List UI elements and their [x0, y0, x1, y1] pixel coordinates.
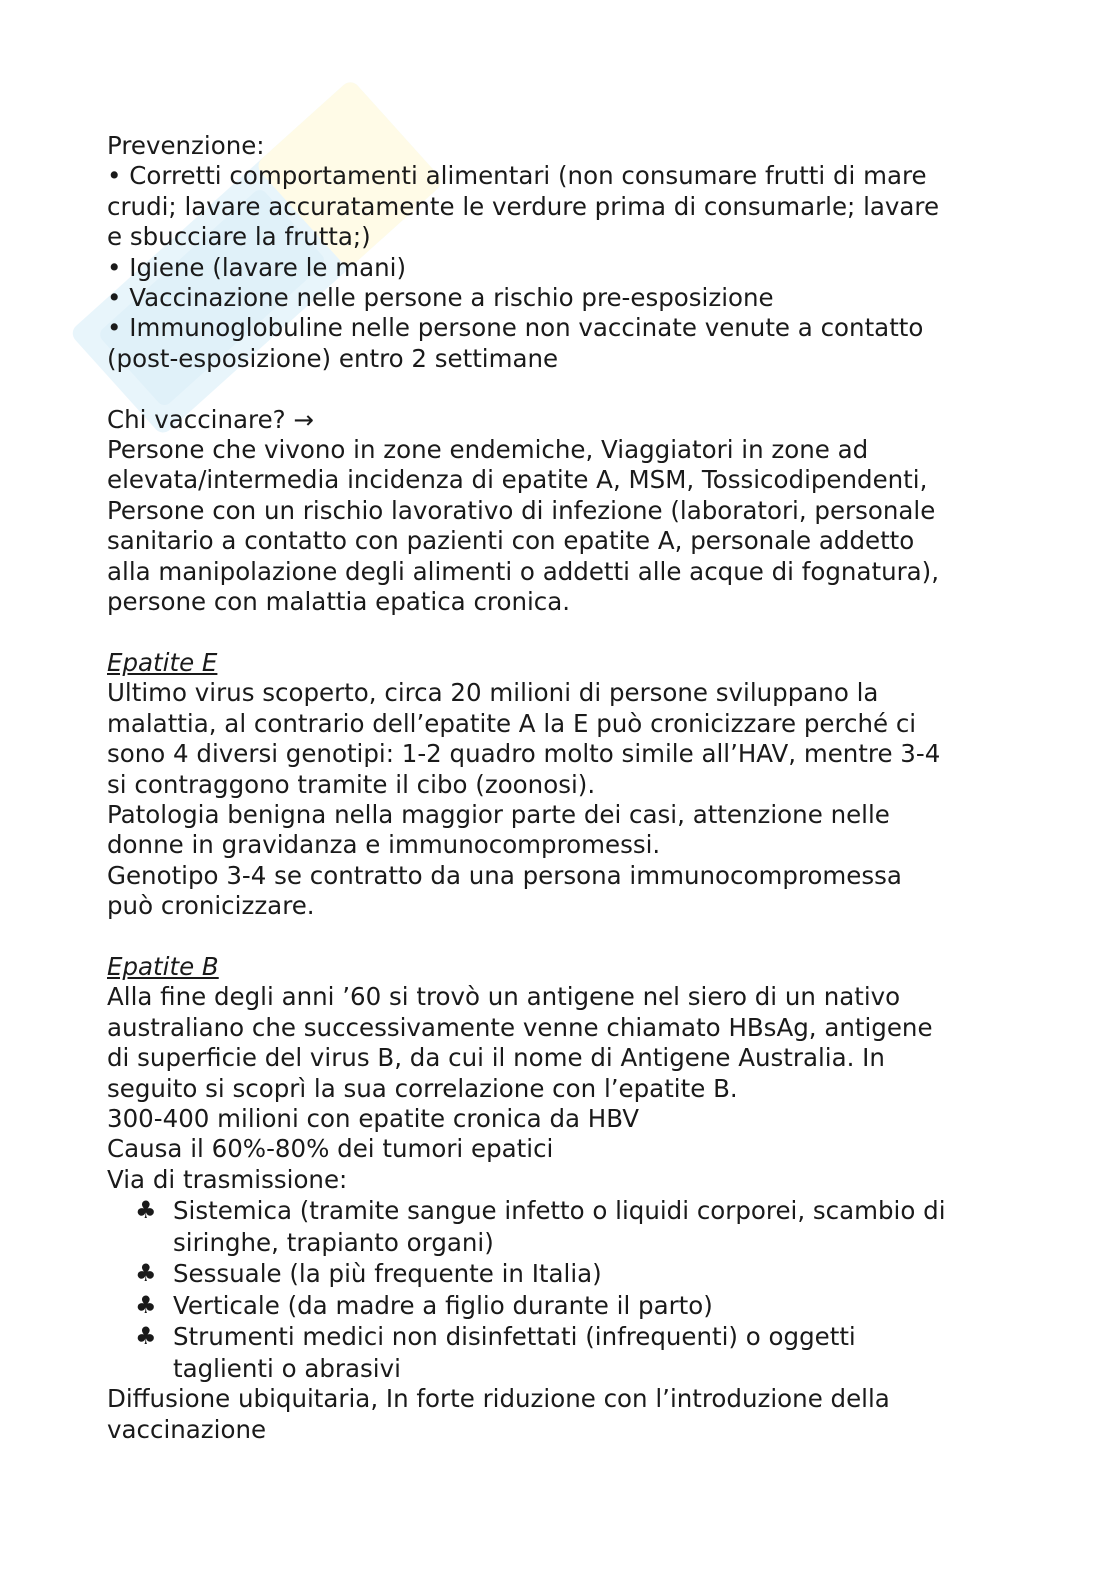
prevention-bullet-3: • Vaccinazione nelle persone a rischio pre-esposizione	[107, 283, 774, 313]
paragraph-line: seguito si scoprì la sua correlazione con l’epatite B.	[107, 1073, 738, 1103]
prevention-bullet-2: • Igiene (lavare le mani)	[107, 252, 407, 282]
prevention-bullet-4-line-2: (post-esposizione) entro 2 settimane	[107, 343, 559, 373]
paragraph-line: alla manipolazione degli alimenti o addetti alle acque di fognatura),	[107, 556, 940, 586]
list-item	[107, 1321, 1017, 1384]
paragraph-line: sono 4 diversi genotipi: 1-2 quadro molto simile all’HAV, mentre 3-4	[107, 739, 941, 769]
hepatitis-b-section	[107, 952, 1017, 1445]
who-to-vaccinate-title: Chi vaccinare? →	[107, 404, 314, 434]
paragraph-line: Alla fine degli anni ’60 si trovò un antigene nel siero di un nativo	[107, 982, 901, 1012]
paragraph-line: elevata/intermedia incidenza di epatite A, MSM, Tossicodipendenti,	[107, 465, 928, 495]
prevention-bullet-4-line-1: • Immunoglobuline nelle persone non vaccinate venute a contatto	[107, 313, 924, 343]
prevention-bullet-1-line-2: crudi; lavare accuratamente le verdure prima di consumarle; lavare	[107, 191, 940, 221]
hepatitis-e-section	[107, 648, 1017, 922]
paragraph-line: di superficie del virus B, da cui il nome di Antigene Australia. In	[107, 1043, 885, 1073]
prevention-section	[107, 131, 1017, 374]
list-item-line: Sessuale (la più frequente in Italia)	[173, 1259, 602, 1289]
list-item-line: Verticale (da madre a figlio durante il parto)	[173, 1290, 713, 1320]
prevention-bullet-1-line-1: • Corretti comportamenti alimentari (non consumare frutti di mare	[107, 161, 927, 191]
list-item	[107, 1195, 1017, 1258]
paragraph-line: Ultimo virus scoperto, circa 20 milioni di persone sviluppano la	[107, 678, 879, 708]
club-bullet-icon: ♣	[135, 1290, 157, 1319]
club-bullet-icon: ♣	[135, 1322, 157, 1351]
paragraph-line: Patologia benigna nella maggior parte dei casi, attenzione nelle	[107, 799, 890, 829]
who-to-vaccinate-section	[107, 405, 1017, 618]
prevention-bullet-1-line-3: e sbucciare la frutta;)	[107, 222, 371, 252]
hepatitis-b-heading: Epatite B	[107, 951, 219, 981]
paragraph-line: persone con malattia epatica cronica.	[107, 587, 571, 617]
club-bullet-icon: ♣	[135, 1259, 157, 1288]
transmission-title: Via di trasmissione:	[107, 1164, 348, 1194]
prevention-title: Prevenzione:	[107, 131, 265, 160]
paragraph-line: Genotipo 3-4 se contratto da una persona immunocompromessa	[107, 860, 902, 890]
paragraph-line: donne in gravidanza e immunocompromessi.	[107, 830, 661, 860]
list-item-line: siringhe, trapianto organi)	[173, 1227, 494, 1257]
spacer	[107, 617, 1017, 647]
paragraph-line: vaccinazione	[107, 1414, 267, 1444]
list-item	[107, 1290, 1017, 1322]
list-item-line: taglienti o abrasivi	[173, 1353, 401, 1383]
paragraph-line: Diffusione ubiquitaria, In forte riduzione con l’introduzione della	[107, 1384, 890, 1414]
document-page	[107, 131, 1017, 1445]
spacer	[107, 922, 1017, 952]
paragraph-line: Persone che vivono in zone endemiche, Viaggiatori in zone ad	[107, 435, 869, 465]
spacer	[107, 374, 1017, 404]
list-item	[107, 1258, 1017, 1290]
hepatitis-e-heading: Epatite E	[107, 647, 218, 677]
paragraph-line: sanitario a contatto con pazienti con epatite A, personale addetto	[107, 526, 915, 556]
transmission-list	[107, 1195, 1017, 1384]
paragraph-line: Causa il 60%-80% dei tumori epatici	[107, 1134, 554, 1164]
list-item-line: Sistemica (tramite sangue infetto o liquidi corporei, scambio di	[173, 1196, 946, 1226]
club-bullet-icon: ♣	[135, 1196, 157, 1225]
paragraph-line: si contraggono tramite il cibo (zoonosi).	[107, 769, 596, 799]
list-item-line: Strumenti medici non disinfettati (infrequenti) o oggetti	[173, 1322, 856, 1352]
paragraph-line: Persone con un rischio lavorativo di infezione (laboratori, personale	[107, 495, 936, 525]
paragraph-line: malattia, al contrario dell’epatite A la E può cronicizzare perché ci	[107, 708, 917, 738]
paragraph-line: può cronicizzare.	[107, 891, 315, 921]
paragraph-line: 300-400 milioni con epatite cronica da HBV	[107, 1103, 640, 1133]
paragraph-line: australiano che successivamente venne chiamato HBsAg, antigene	[107, 1012, 933, 1042]
